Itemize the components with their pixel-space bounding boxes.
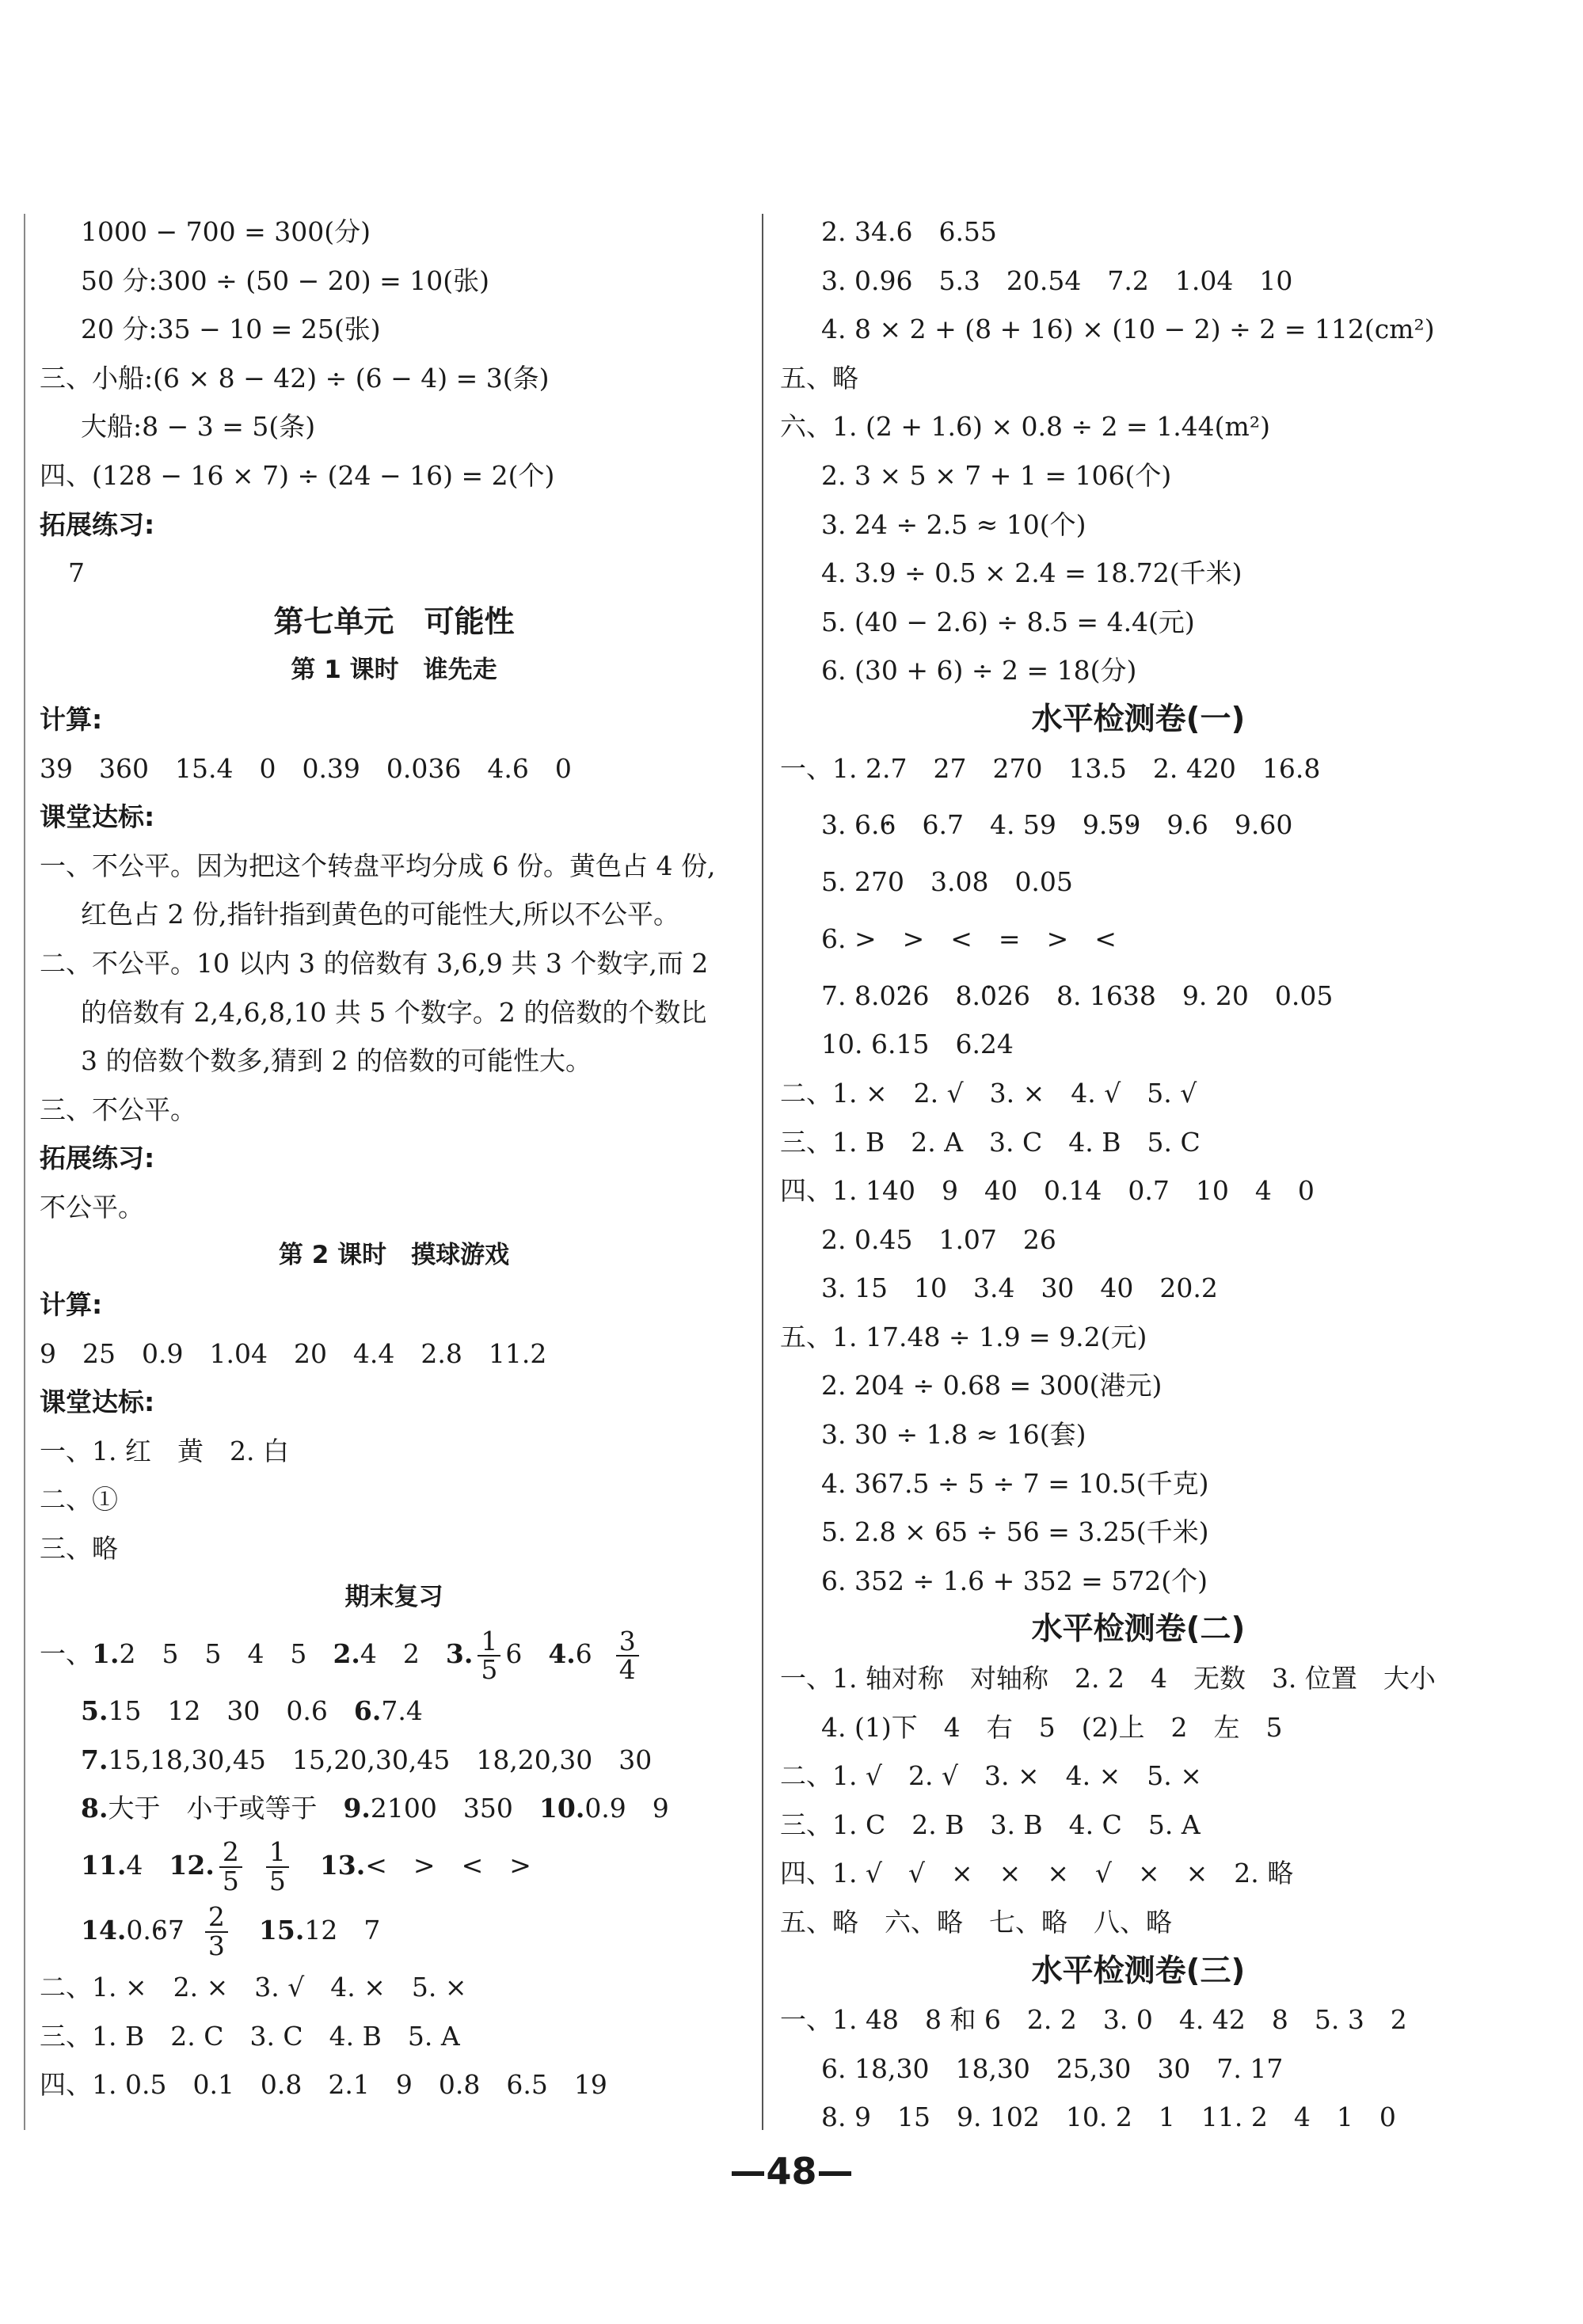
fraction: $\frac{3}{4}$ — [616, 1628, 639, 1684]
section-label: 拓展练习: — [40, 508, 155, 540]
answer-line: 六、1. (2 + 1.6) × 0.8 ÷ 2 = 1.44(m²) — [780, 411, 1270, 443]
answer-line: 红色占 2 份,指针指到黄色的可能性大,所以不公平。 — [81, 899, 679, 930]
answer-line: 五、1. 17.48 ÷ 1.9 = 9.2(元) — [780, 1321, 1147, 1352]
repeating-digit: . 9 — [1124, 809, 1140, 840]
section-label: 课堂达标: — [40, 1386, 155, 1418]
answer-line: 二、1. √ 2. √ 3. × 4. × 5. × — [780, 1760, 1202, 1792]
answer-line: 2. 204 ÷ 0.68 = 300(港元) — [821, 1370, 1163, 1402]
answer-line: 5. 2.8 × 65 ÷ 56 = 3.25(千米) — [821, 1516, 1209, 1548]
column-divider — [762, 214, 763, 2130]
fraction: $\frac{1}{5}$ — [478, 1628, 500, 1684]
answer-line: 三、略 — [40, 1533, 118, 1565]
answer-line: 7. 8.0. 26 8.. 026 8. 1638 9. 20 0.05 — [780, 972, 1497, 1021]
answer-line: 3. 30 ÷ 1.8 ≈ 16(套) — [821, 1419, 1086, 1451]
answer-line: 二、不公平。10 以内 3 的倍数有 3,6,9 共 3 个数字,而 2 — [40, 947, 709, 979]
answer-line: 四、(128 − 16 × 7) ÷ (24 − 16) = 2(个) — [40, 459, 555, 491]
answer-line: 10. 6.15 6.24 — [821, 1029, 1014, 1060]
answer-line: 3. 6.. 6 6.7 4. 59 9.. 5. 9 9.6 9.60 — [780, 793, 1497, 858]
answer-line: 8. 9 15 9. 102 10. 2 1 11. 2 4 1 0 — [821, 2101, 1396, 2133]
section-label: 拓展练习: — [40, 1143, 155, 1174]
answer-line: 四、1. √ √ × × × √ × × 2. 略 — [780, 1858, 1294, 1889]
answer-line: 14.0.. 6. 7 $\frac{2}{3}$ 15.12 7 — [40, 1898, 748, 1963]
right-column — [780, 207, 1497, 2142]
answer-line: 9 25 0.9 1.04 20 4.4 2.8 11.2 — [40, 1337, 547, 1369]
answer-line: 三、不公平。 — [40, 1094, 196, 1125]
answer-line: 4. 3.9 ÷ 0.5 × 2.4 = 18.72(千米) — [821, 557, 1242, 589]
review-heading: 期末复习 — [344, 1582, 443, 1611]
answer-line: 4. 367.5 ÷ 5 ÷ 7 = 10.5(千克) — [821, 1467, 1209, 1499]
repeating-digit: . 2 — [896, 980, 912, 1011]
answer-line: 6. 18,30 18,30 25,30 30 7. 17 — [821, 2052, 1284, 2084]
answer-line: 2. 3 × 5 × 7 + 1 = 106(个) — [821, 459, 1172, 491]
fraction: $\frac{2}{5}$ — [219, 1839, 242, 1895]
answer-line: 三、1. C 2. B 3. B 4. C 5. A — [780, 1809, 1201, 1840]
answer-line: 五、略 六、略 七、略 八、略 — [780, 1907, 1172, 1938]
test-heading: 水平检测卷(三) — [1031, 1953, 1246, 1989]
answer-line: 一、1. 轴对称 对轴称 2. 2 4 无数 3. 位置 大小 — [780, 1663, 1436, 1695]
answer-line: 一、1. 红 黄 2. 白 — [40, 1435, 289, 1466]
answer-line: 2. 34.6 6.55 — [821, 216, 997, 247]
answer-line: 3. 0.96 5.3 20.54 7.2 1.04 10 — [821, 264, 1293, 296]
fraction: $\frac{2}{3}$ — [205, 1904, 228, 1960]
answer-line: 一、1. 2.7 27 270 13.5 2. 420 16.8 — [780, 752, 1321, 784]
answer-line: 39 360 15.4 0 0.39 0.036 4.6 0 — [40, 752, 572, 784]
answer-line: 的倍数有 2,4,6,8,10 共 5 个数字。2 的倍数的个数比 — [81, 996, 707, 1028]
answer-line: 11.4 12. $\frac{2}{5}$ $\frac{1}{5}$ 13.< > < > — [81, 1836, 531, 1896]
answer-line: 二、1. × 2. × 3. √ 4. × 5. × — [40, 1972, 467, 2003]
answer-line: 50 分:300 ÷ (50 − 20) = 10(张) — [81, 264, 489, 296]
answer-line: 大船:8 − 3 = 5(条) — [81, 411, 316, 443]
repeating-digit: . 0 — [980, 980, 997, 1011]
answer-line: 四、1. 0.5 0.1 0.8 2.1 9 0.8 6.5 19 — [40, 2069, 607, 2101]
answer-line: 5. (40 − 2.6) ÷ 8.5 = 4.4(元) — [821, 606, 1195, 637]
answer-line: 三、1. B 2. A 3. C 4. B 5. C — [780, 1126, 1201, 1158]
answer-line: 四、1. 140 9 40 0.14 0.7 10 4 0 — [780, 1175, 1315, 1207]
answer-line: 8.大于 小于或等于 9.2100 350 10.0.9 9 — [81, 1793, 669, 1824]
answer-line: 二、① — [40, 1484, 118, 1516]
answer-line: 1000 − 700 = 300(分) — [81, 216, 371, 247]
answer-line: 5.15 12 30 0.6 6.7.4 — [81, 1695, 423, 1727]
left-column — [40, 207, 748, 2109]
answer-line: 6. (30 + 6) ÷ 2 = 18(分) — [821, 655, 1137, 687]
answer-line: 一、不公平。因为把这个转盘平均分成 6 份。黄色占 4 份, — [40, 850, 716, 881]
answer-line: 二、1. × 2. √ 3. × 4. √ 5. √ — [780, 1077, 1197, 1109]
test-heading: 水平检测卷(一) — [1031, 701, 1246, 737]
section-label: 计算: — [40, 703, 103, 735]
answer-line: 7 — [68, 557, 85, 589]
page-number: —48— — [729, 2150, 854, 2193]
lesson-heading: 第 2 课时 摸球游戏 — [278, 1241, 510, 1270]
answer-line: 不公平。 — [40, 1191, 144, 1223]
answer-line: 一、1. 48 8 和 6 2. 2 3. 0 4. 42 8 5. 3 2 — [780, 2004, 1407, 2036]
answer-line: 7.15,18,30,45 15,20,30,45 18,20,30 30 — [81, 1744, 653, 1775]
repeating-digit: . 6 — [151, 1915, 168, 1946]
answer-line: 4. 8 × 2 + (8 + 16) × (10 − 2) ÷ 2 = 112(cm²) — [821, 314, 1435, 345]
answer-line: 3 的倍数个数多,猜到 2 的倍数的可能性大。 — [81, 1045, 592, 1077]
lesson-heading: 第 1 课时 谁先走 — [291, 656, 497, 685]
answer-line: 2. 0.45 1.07 26 — [821, 1223, 1056, 1255]
answer-line: 5. 270 3.08 0.05 — [821, 866, 1073, 898]
answer-line: 3. 24 ÷ 2.5 ≈ 10(个) — [821, 508, 1086, 540]
answer-line: 3. 15 10 3.4 30 40 20.2 — [821, 1272, 1218, 1304]
answer-line: 五、略 — [780, 362, 858, 394]
test-heading: 水平检测卷(二) — [1031, 1611, 1246, 1648]
left-edge-line — [24, 214, 25, 2130]
answer-line: 三、1. B 2. C 3. C 4. B 5. A — [40, 2020, 460, 2052]
answer-line: 6. 352 ÷ 1.6 + 352 = 572(个) — [821, 1565, 1208, 1596]
repeating-digit: . 5 — [1107, 809, 1124, 840]
fraction: $\frac{1}{5}$ — [266, 1839, 289, 1895]
section-label: 课堂达标: — [40, 801, 155, 833]
repeating-digit: . 7 — [168, 1915, 185, 1946]
answer-line: 4. (1)下 4 右 5 (2)上 2 左 5 — [821, 1711, 1283, 1743]
answer-line: 6. > > < = > < — [821, 922, 1117, 954]
repeating-digit: . 6 — [879, 809, 896, 840]
section-label: 计算: — [40, 1289, 103, 1321]
answer-line: 一、1.2 5 5 4 5 2.4 2 3. $\frac{1}{5}$ 6 4.6 $\frac{3}{4}$ — [40, 1622, 748, 1687]
answer-line: 三、小船:(6 × 8 − 42) ÷ (6 − 4) = 3(条) — [40, 362, 550, 394]
answer-line: 20 分:35 − 10 = 25(张) — [81, 314, 381, 345]
unit-heading: 第七单元 可能性 — [273, 603, 515, 639]
